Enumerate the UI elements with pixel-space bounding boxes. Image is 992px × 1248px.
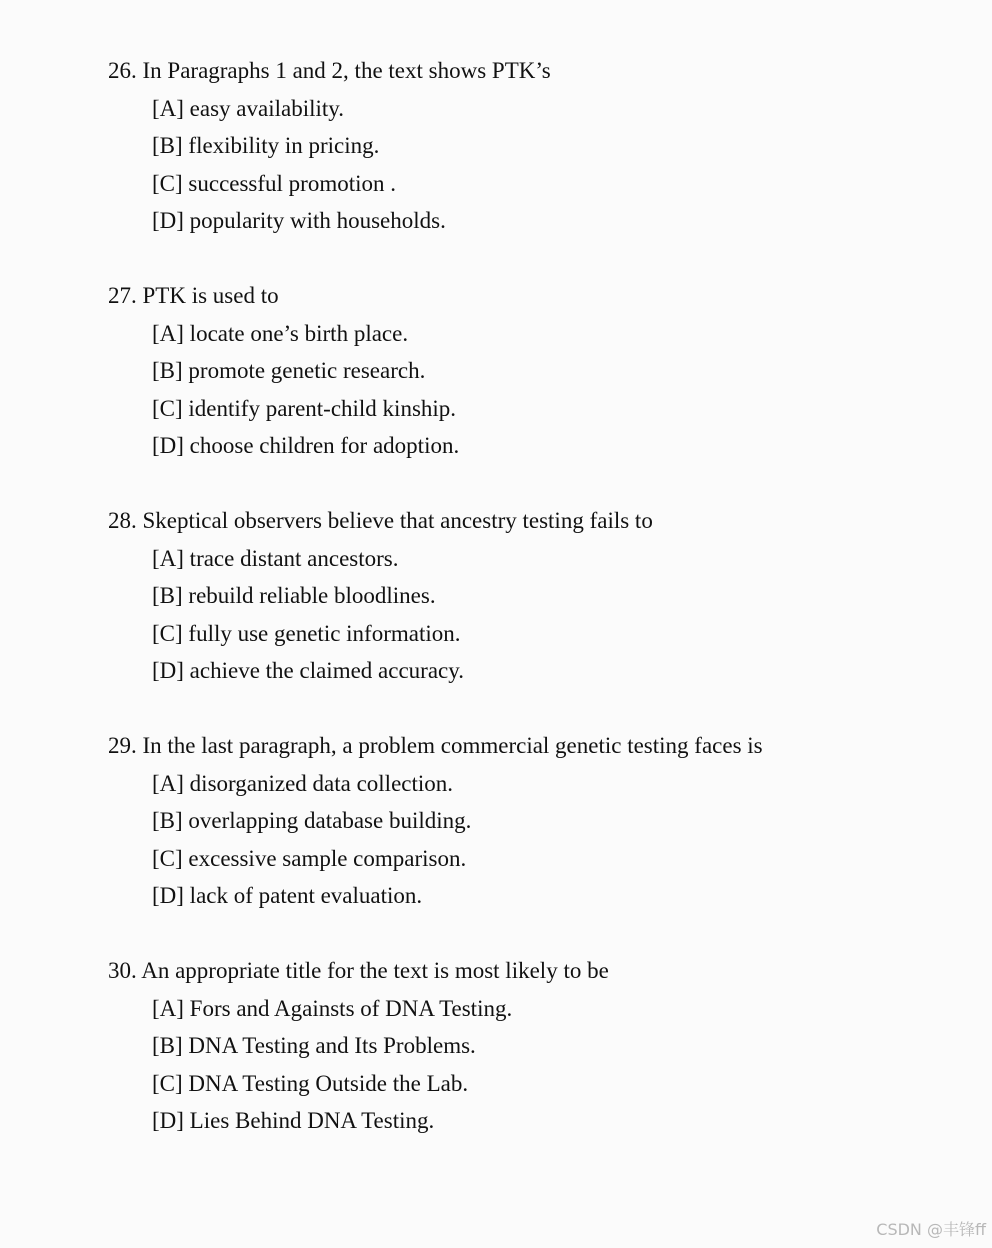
option-c: [C] identify parent-child kinship.	[152, 395, 457, 421]
watermark: CSDN @丰锋ff	[876, 1220, 986, 1239]
option-b: [B] overlapping database building.	[152, 808, 472, 833]
question-26	[108, 52, 968, 240]
option-c: [C] successful promotion .	[152, 170, 397, 196]
option-c: [C] fully use genetic information.	[152, 620, 461, 646]
option-d: [D] popularity with households.	[152, 208, 446, 233]
option-d: [D] lack of patent evaluation.	[152, 883, 423, 908]
question-stem: 30. An appropriate title for the text is most likely to be	[108, 958, 609, 983]
question-stem: 27. PTK is used to	[108, 283, 279, 308]
option-d: [D] choose children for adoption.	[152, 433, 460, 458]
option-a: [A] easy availability.	[152, 95, 345, 121]
question-stem: 29. In the last paragraph, a problem commercial genetic testing faces is	[108, 733, 763, 758]
option-a: [A] disorganized data collection.	[152, 770, 454, 796]
option-b: [B] promote genetic research.	[152, 358, 426, 383]
option-c: [C] excessive sample comparison.	[152, 845, 467, 871]
question-stem: 28. Skeptical observers believe that ancestry testing fails to	[108, 508, 653, 533]
option-a: [A] Fors and Againsts of DNA Testing.	[152, 995, 513, 1021]
option-a: [A] locate one’s birth place.	[152, 320, 409, 346]
option-b: [B] flexibility in pricing.	[152, 133, 380, 158]
option-a: [A] trace distant ancestors.	[152, 545, 399, 571]
question-30	[108, 952, 968, 1140]
question-29	[108, 727, 968, 915]
question-stem: 26. In Paragraphs 1 and 2, the text shows PTK’s	[108, 58, 551, 83]
question-27	[108, 277, 968, 465]
option-c: [C] DNA Testing Outside the Lab.	[152, 1070, 469, 1096]
option-d: [D] Lies Behind DNA Testing.	[152, 1108, 435, 1133]
option-b: [B] DNA Testing and Its Problems.	[152, 1033, 476, 1058]
option-d: [D] achieve the claimed accuracy.	[152, 658, 465, 683]
question-28	[108, 502, 968, 690]
option-b: [B] rebuild reliable bloodlines.	[152, 583, 436, 608]
